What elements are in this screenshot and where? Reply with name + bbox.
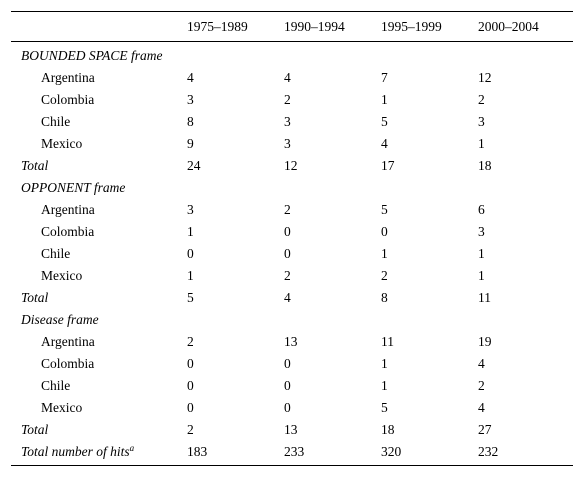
row-label: Colombia	[41, 224, 95, 239]
table-row	[11, 199, 573, 221]
table-cell: 12	[478, 70, 492, 85]
row-label: Chile	[41, 246, 71, 261]
table-row	[11, 67, 573, 89]
total-row	[11, 419, 573, 441]
row-label: Mexico	[41, 136, 83, 151]
table-cell: 4	[478, 356, 485, 371]
table-cell: 12	[284, 158, 298, 173]
table-cell: 3	[478, 224, 485, 239]
table-cell: 183	[187, 441, 284, 466]
table-cell: 18	[478, 158, 492, 173]
header-cell: 2000–2004	[478, 12, 573, 42]
table-cell: 3	[187, 92, 194, 107]
table-cell: 5	[381, 400, 388, 415]
table-row	[11, 133, 573, 155]
row-label: Argentina	[41, 70, 95, 85]
total-label: Total	[21, 290, 49, 305]
table-cell: 0	[381, 224, 388, 239]
table-cell: 2	[187, 422, 194, 437]
row-label: Chile	[41, 378, 71, 393]
row-label: Chile	[41, 114, 71, 129]
table-cell: 6	[478, 202, 485, 217]
table-cell: 7	[381, 70, 388, 85]
table-cell: 1	[381, 92, 388, 107]
table-cell: 4	[187, 70, 194, 85]
section-title: OPPONENT frame	[21, 180, 126, 195]
table-cell: 0	[284, 224, 291, 239]
table-cell: 8	[187, 114, 194, 129]
table-cell: 1	[478, 136, 485, 151]
table-cell: 27	[478, 422, 492, 437]
header-cell: 1975–1989	[187, 12, 284, 42]
table-row	[11, 375, 573, 397]
row-label: Argentina	[41, 334, 95, 349]
table-cell: 4	[478, 400, 485, 415]
table-cell: 18	[381, 422, 395, 437]
table-cell: 2	[478, 92, 485, 107]
total-label: Total	[21, 158, 49, 173]
table-cell: 0	[187, 356, 194, 371]
table-cell: 4	[381, 136, 388, 151]
table-cell: 4	[284, 70, 291, 85]
table-row	[11, 397, 573, 419]
header-cell: 1990–1994	[284, 12, 381, 42]
table-cell: 9	[187, 136, 194, 151]
table-cell: 13	[284, 334, 298, 349]
table-cell: 5	[187, 290, 194, 305]
header-row	[11, 12, 573, 42]
section-title-row	[11, 309, 573, 331]
table-cell: 0	[284, 356, 291, 371]
grand-total-row	[11, 441, 573, 466]
table-cell: 232	[478, 441, 573, 466]
table-cell: 1	[478, 268, 485, 283]
section-title: Disease frame	[21, 312, 99, 327]
table-cell: 0	[284, 246, 291, 261]
section-title: BOUNDED SPACE frame	[21, 48, 163, 63]
table-cell: 320	[381, 441, 478, 466]
table-row	[11, 243, 573, 265]
table-cell: 2	[187, 334, 194, 349]
header-cell-empty	[11, 12, 187, 42]
table-cell: 1	[187, 268, 194, 283]
table-cell: 3	[187, 202, 194, 217]
table-cell: 1	[381, 246, 388, 261]
row-label: Colombia	[41, 356, 95, 371]
table-cell: 2	[381, 268, 388, 283]
total-row	[11, 155, 573, 177]
table-cell: 1	[381, 356, 388, 371]
table-row	[11, 265, 573, 287]
table-cell: 11	[478, 290, 491, 305]
table-cell: 0	[284, 400, 291, 415]
table-cell: 19	[478, 334, 492, 349]
table-cell: 24	[187, 158, 201, 173]
table-row	[11, 221, 573, 243]
table-cell: 233	[284, 441, 381, 466]
table-cell: 8	[381, 290, 388, 305]
table-cell: 2	[284, 92, 291, 107]
table-cell: 0	[187, 378, 194, 393]
table-row	[11, 89, 573, 111]
section-title-row	[11, 177, 573, 199]
table-cell: 0	[284, 378, 291, 393]
table-cell: 1	[381, 378, 388, 393]
table-cell: 17	[381, 158, 395, 173]
table-cell: 11	[381, 334, 394, 349]
total-row	[11, 287, 573, 309]
table-cell: 0	[187, 400, 194, 415]
grand-total-label-cell	[11, 441, 187, 466]
section-title-row	[11, 42, 573, 68]
table-cell: 13	[284, 422, 298, 437]
frames-table	[11, 11, 573, 466]
footnote-mark: a	[129, 443, 135, 453]
table-cell: 4	[284, 290, 291, 305]
table-cell: 3	[284, 136, 291, 151]
row-label: Mexico	[41, 400, 83, 415]
table-cell: 5	[381, 114, 388, 129]
table-cell: 2	[478, 378, 485, 393]
table-cell: 1	[187, 224, 194, 239]
table-row	[11, 331, 573, 353]
table-cell: 1	[478, 246, 485, 261]
row-label: Mexico	[41, 268, 83, 283]
table-cell: 3	[284, 114, 291, 129]
total-label: Total	[21, 422, 49, 437]
table-cell: 2	[284, 202, 291, 217]
table-cell: 0	[187, 246, 194, 261]
table-row	[11, 111, 573, 133]
table-cell: 2	[284, 268, 291, 283]
row-label: Colombia	[41, 92, 95, 107]
table-cell: 5	[381, 202, 388, 217]
table-row	[11, 353, 573, 375]
grand-total-label: Total number of hits	[21, 444, 130, 459]
header-cell: 1995–1999	[381, 12, 478, 42]
table-cell: 3	[478, 114, 485, 129]
row-label: Argentina	[41, 202, 95, 217]
